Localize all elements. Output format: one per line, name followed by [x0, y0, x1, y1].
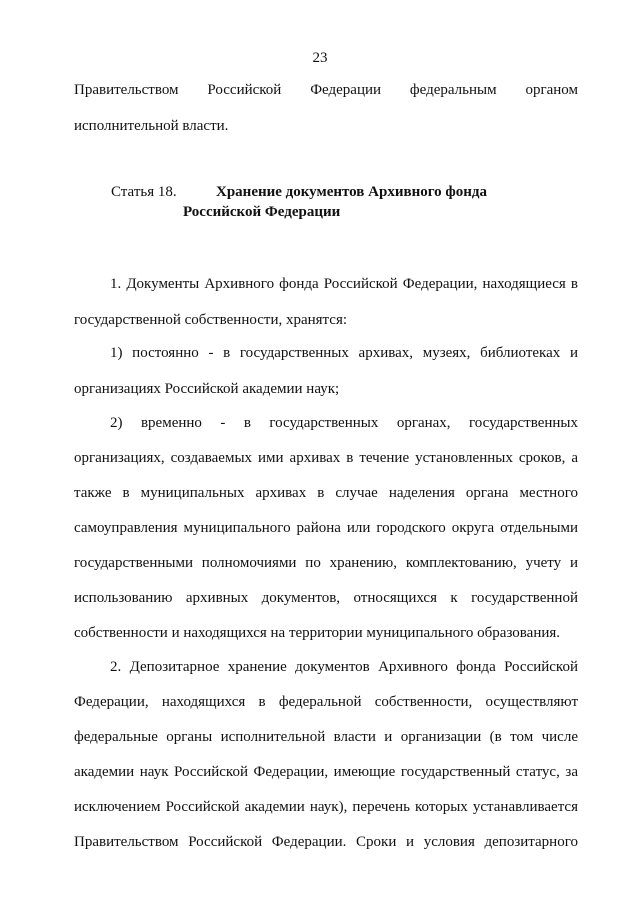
- paragraph-line: государственной собственности, хранятся:: [74, 312, 348, 328]
- article-title-continued: Российской Федерации: [183, 204, 341, 220]
- paragraph-line: собственности и находящихся на территории муниципального образования.: [74, 625, 561, 641]
- paragraph-line: Федерации, находящихся в федеральной собственности, осуществляют: [74, 694, 578, 710]
- paragraph-line: также в муниципальных архивах в случае наделения органа местного: [74, 485, 578, 501]
- paragraph-line: 1) постоянно - в государственных архивах, музеях, библиотеках и: [110, 345, 578, 361]
- paragraph-line: исполнительной власти.: [74, 118, 229, 134]
- article-label: Статья 18.: [111, 184, 177, 200]
- paragraph-line: организациях, создаваемых ими архивах в течение установленных сроков, а: [74, 450, 578, 466]
- paragraph-line: Правительством Российской Федерации. Сроки и условия депозитарного: [74, 834, 578, 850]
- paragraph-line: использованию архивных документов, относящихся к государственной: [74, 590, 578, 606]
- paragraph-line: организациях Российской академии наук;: [74, 381, 340, 397]
- paragraph-line: исключением Российской академии наук), перечень которых устанавливается: [74, 799, 578, 815]
- paragraph-line: государственными полномочиями по хранению, комплектованию, учету и: [74, 555, 578, 571]
- paragraph-line: 1. Документы Архивного фонда Российской Федерации, находящиеся в: [110, 276, 578, 292]
- paragraph-line: Правительством Российской Федерации федеральным органом: [74, 82, 578, 98]
- article-heading: [111, 182, 487, 202]
- page-number: 23: [312, 50, 328, 66]
- paragraph-line: академии наук Российской Федерации, имеющие государственный статус, за: [74, 764, 578, 780]
- paragraph-line: 2. Депозитарное хранение документов Архивного фонда Российской: [110, 659, 578, 675]
- paragraph-line: 2) временно - в государственных органах, государственных: [110, 415, 578, 431]
- paragraph-line: федеральные органы исполнительной власти и организации (в том числе: [74, 729, 578, 745]
- article-title: Хранение документов Архивного фонда: [216, 184, 488, 200]
- paragraph-line: самоуправления муниципального района или городского округа отдельными: [74, 520, 578, 536]
